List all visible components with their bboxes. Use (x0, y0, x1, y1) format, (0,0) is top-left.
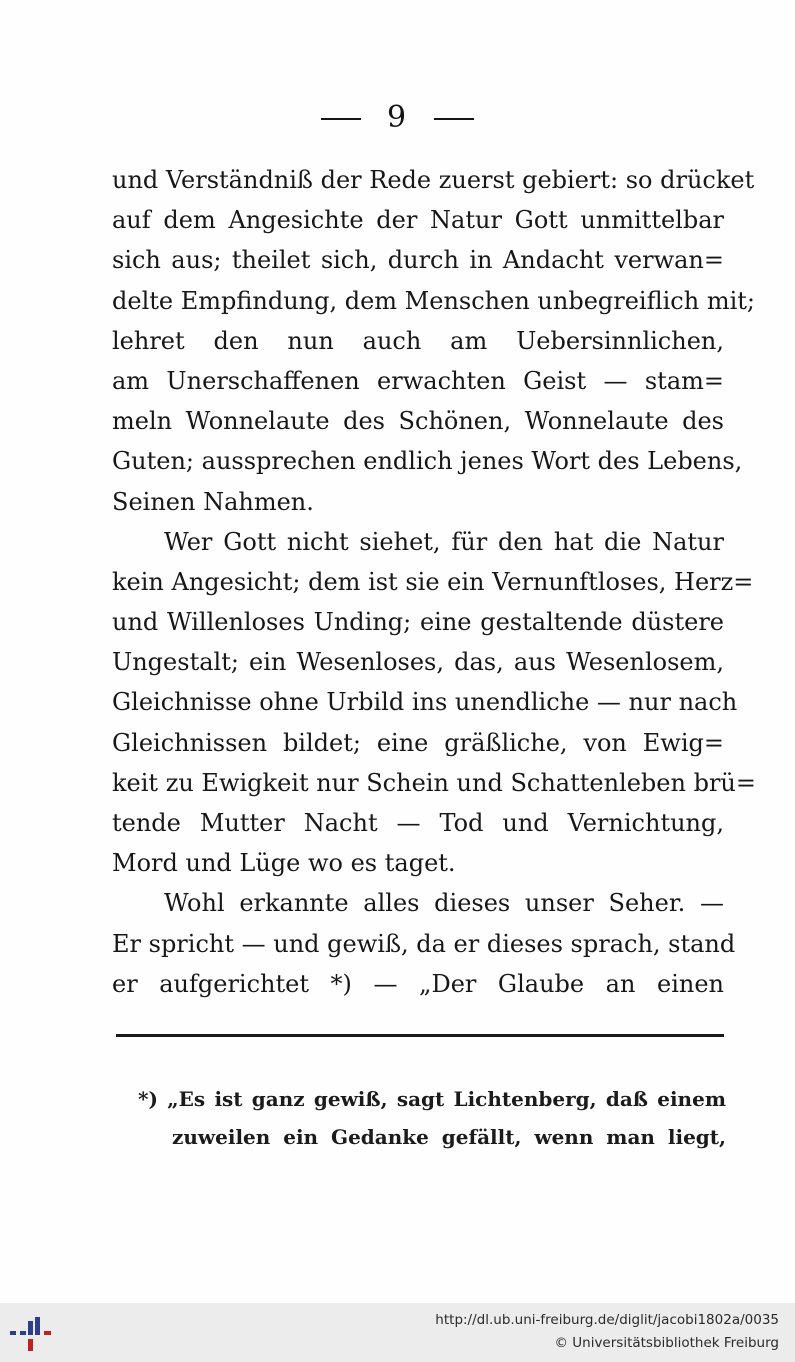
right-dash (434, 118, 474, 120)
text-line: kein Angesicht; dem ist sie ein Vernunftloses, Herz= (112, 567, 754, 596)
text-line: und Willenloses Unding; eine gestaltende düstere (112, 608, 724, 637)
text-line: am Unerschaffenen erwachten Geist — stam= (112, 366, 724, 395)
page-number (0, 100, 795, 135)
text-line: delte Empfindung, dem Menschen unbegreiflich mit; (112, 286, 755, 315)
text-line: Guten; aussprechen endlich jenes Wort des Lebens, (112, 447, 743, 476)
text-line: lehret den nun auch am Uebersinnlichen, (112, 326, 724, 355)
footnote-line: zuweilen ein Gedanke gefällt, wenn man liegt, (172, 1125, 726, 1149)
body-text (112, 160, 756, 1004)
footnote-line: *) „Es ist ganz gewiß, sagt Lichtenberg, daß einem (138, 1087, 726, 1111)
left-dash (321, 118, 361, 120)
text-line: und Verständniß der Rede zuerst gebiert: so drücket (112, 166, 755, 194)
footnote-divider (116, 1034, 724, 1037)
text-line: er aufgerichtet *) — „Der Glaube an einen (112, 969, 724, 998)
text-line: Gleichnissen bildet; eine gräßliche, von Ewig= (112, 728, 724, 757)
text-line: Gleichnisse ohne Urbild ins unendliche — nur nach (112, 688, 738, 717)
text-line: Er spricht — und gewiß, da er dieses sprach, stand (112, 929, 736, 958)
text-line: keit zu Ewigkeit nur Schein und Schattenleben brü= (112, 768, 756, 797)
text-line: meln Wonnelaute des Schönen, Wonnelaute des (112, 407, 724, 436)
text-line: auf dem Angesichte der Natur Gott unmittelbar (112, 206, 724, 235)
page-number-value: 9 (386, 100, 409, 135)
text-line: sich aus; theilet sich, durch in Andacht verwan= (112, 246, 724, 275)
text-line: Wohl erkannte alles dieses unser Seher. — (164, 889, 724, 918)
text-line: tende Mutter Nacht — Tod und Vernichtung, (112, 809, 724, 837)
footnote (138, 1080, 726, 1156)
text-line: Wer Gott nicht siehet, für den hat die Natur (164, 527, 724, 556)
library-logo-icon (8, 1313, 54, 1353)
footer-bar (0, 1303, 795, 1362)
source-url-link[interactable]: http://dl.ub.uni-freiburg.de/diglit/jacobi1802a/0035 (435, 1312, 779, 1328)
text-line: Mord und Lüge wo es taget. (112, 849, 456, 878)
copyright-notice: © Universitätsbibliothek Freiburg (554, 1335, 779, 1351)
text-line: Ungestalt; ein Wesenloses, das, aus Wesenlosem, (112, 648, 724, 677)
text-line: Seinen Nahmen. (112, 487, 314, 516)
